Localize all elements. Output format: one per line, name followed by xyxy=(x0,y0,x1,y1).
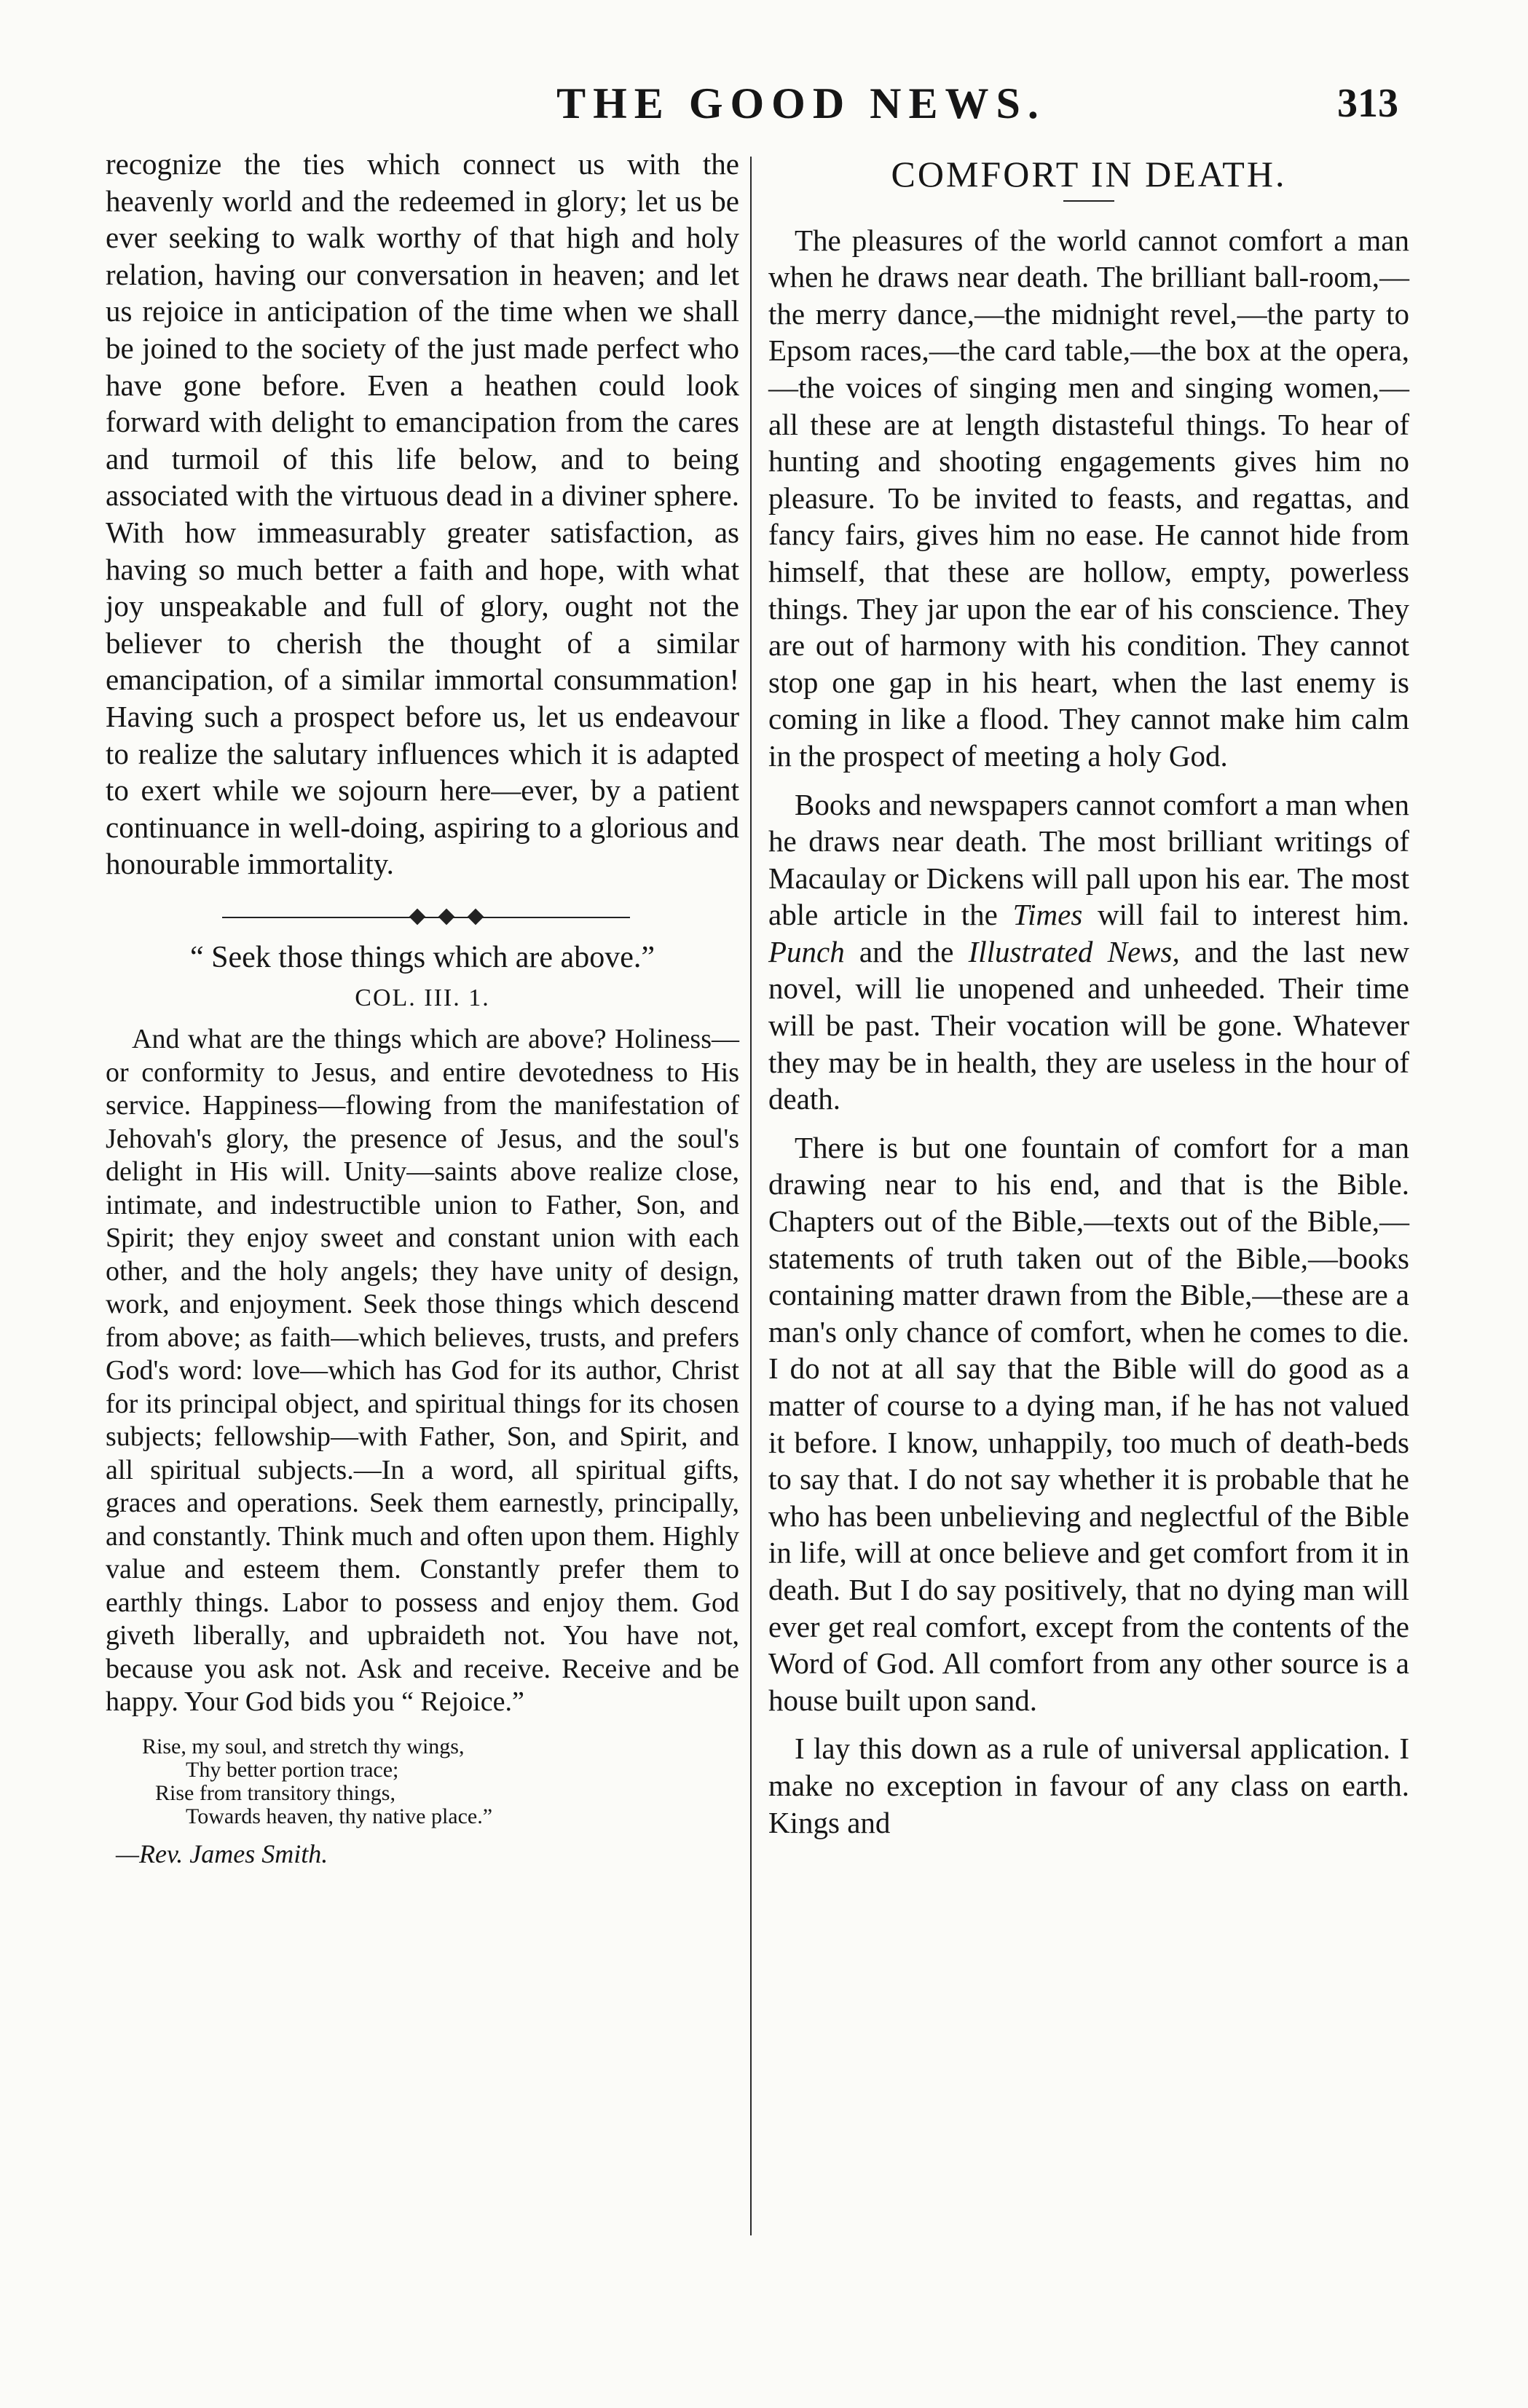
right-paragraph-4: I lay this down as a rule of universal application. I make no exception in favour of any class on earth. Kings and xyxy=(768,1732,1409,1839)
paragraph-text: will fail to interest him. xyxy=(1082,898,1409,932)
paragraph-text: Books and newspapers cannot comfort a man when he draws near death. The most brilliant writings of Macaulay or Dickens will pall upon his ear. The most able article in the xyxy=(768,787,1409,932)
right-paragraph-2 xyxy=(768,786,1409,1118)
column-divider xyxy=(750,157,752,2235)
verse-line: Rise from transitory things, xyxy=(155,1780,395,1805)
verse-line: Rise, my soul, and stretch thy wings, xyxy=(142,1734,465,1758)
verse-line: Thy better portion trace; xyxy=(186,1757,399,1782)
article-title: COMFORT IN DEATH. xyxy=(891,154,1287,194)
right-column xyxy=(768,146,1409,1841)
punch-title: Punch xyxy=(768,934,845,968)
scripture-reference: COL. III. 1. xyxy=(355,984,490,1012)
attribution: —Rev. James Smith. xyxy=(116,1839,328,1868)
illustrated-news-title: Illustrated News, xyxy=(968,934,1180,968)
right-paragraph-3: There is but one fountain of comfort for a man drawing near to his end, and that is the Bible. Chapters out of the Bible,—texts out of the Bible,—statements of truth taken out of the Bible,—books containing matter drawn from the Bible,—these are a man's only chance of comfort, when he comes to die. I do not at all say that the Bible will do good as a matter of course to a dying man, if he has not valued it before. I know, unhappily, too much of death-beds to say that. I do not say whether it is probable that he who has been unbelieving and neglectful of the Bible in life, will at once believe and get comfort from it in death. But I do say positively, that no dying man will ever get real comfort, except from the contents of the Word of God. All comfort from any other source is a house built upon sand. xyxy=(768,1130,1409,1717)
paragraph-text: and the last new novel, will lie unopened and unheeded. Their time will be past. Their vocation will be gone. Whatever they may be in health, they are useless in the hour of death. xyxy=(768,934,1409,1116)
ornamental-divider xyxy=(106,907,739,928)
paragraph-text: and the xyxy=(844,934,969,968)
verse-block xyxy=(142,1735,739,1828)
title-rule xyxy=(1063,200,1114,202)
page-number: 313 xyxy=(1337,81,1398,126)
left-paragraph-2: And what are the things which are above? Holiness—or conformity to Jesus, and entire devotedness to His service. Happiness—flowing from the manifestation of Jehovah's glory, the presence of Jesus, and the soul's delight in His will. Unity—saints above realize close, intimate, and indestructible union to Father, Son, and Spirit; they enjoy sweet and constant union with each other, and the holy angels; they have unity of design, work, and enjoyment. Seek those things which descend from above; as faith—which believes, trusts, and prefers God's word: love—which has God for its author, Christ for its principal object, and spiritual things for its chosen subjects; fellowship—with Father, Son, and Spirit, and all spiritual subjects.—In a word, all spiritual gifts, graces and operations. Seek them earnestly, principally, and constantly. Think much and often upon them. Highly value and esteem them. Constantly prefer them to earthly things. Labor to possess and enjoy them. God giveth liberally, and upbraideth not. You have not, because you ask not. Ask and receive. Receive and be happy. Your God bids you “ Rejoice.” xyxy=(106,1024,739,1718)
running-title: THE GOOD NEWS. xyxy=(556,79,1046,127)
verse-line: Towards heaven, thy native place.” xyxy=(186,1804,493,1828)
left-column xyxy=(106,146,739,1872)
left-paragraph-1: recognize the ties which connect us with the heavenly world and the redeemed in glory; let us be ever seeking to walk worthy of that high and holy relation, having our conversation in heaven; and let us rejoice in anticipation of the time when we shall be joined to the society of the just made perfect who have gone before. Even a heathen could look forward with delight to emancipation from the cares and turmoil of this life below, and to being associated with the virtuous dead in a diviner sphere. With how immeasurably greater satisfaction, as having so much better a faith and hope, with what joy unspeakable and full of glory, ought not the believer to cherish the thought of a similar emancipation, of a similar immortal consummation! Having such a prospect before us, let us endeavour to realize the salutary influences which it is adapted to exert while we sojourn here—ever, by a patient continuance in well-doing, aspiring to a glorious and honourable immortality. xyxy=(106,147,739,881)
times-title: Times xyxy=(1012,898,1083,932)
right-paragraph-1: The pleasures of the world cannot comfort a man when he draws near death. The brilliant ball-room,—the merry dance,—the midnight revel,—the party to Epsom races,—the card table,—the box at the opera,—the voices of singing men and singing women,—all these are at length distasteful things. To hear of hunting and shooting engagements gives him no pleasure. To be invited to feasts, and regattas, and fancy fairs, gives him no ease. He cannot hide from himself, that these are hollow, empty, powerless things. They jar upon the ear of his conscience. They are out of harmony with his condition. They cannot stop one gap in his heart, when the last enemy is coming in like a flood. They cannot make him calm in the prospect of meeting a holy God. xyxy=(768,223,1409,773)
section-heading: “ Seek those things which are above.” xyxy=(190,940,655,974)
